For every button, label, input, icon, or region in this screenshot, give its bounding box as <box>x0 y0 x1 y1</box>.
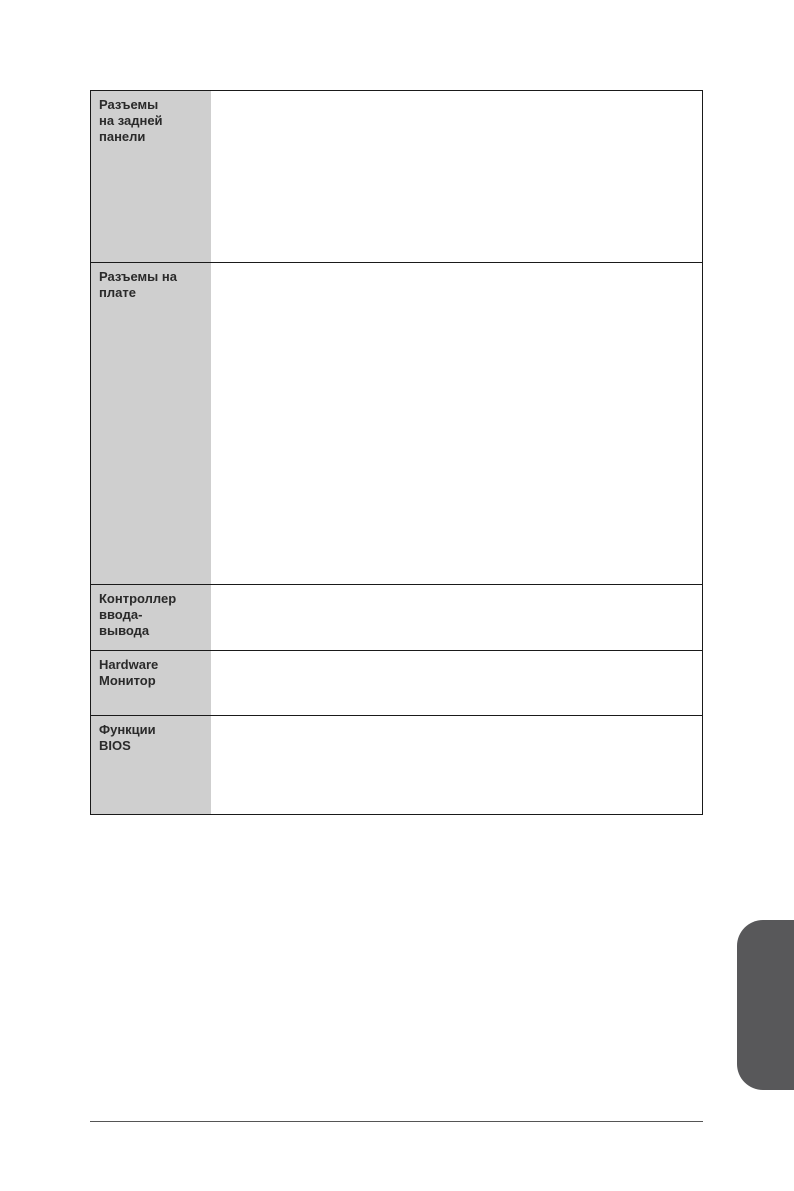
row-label: Функции BIOS <box>91 716 211 814</box>
spec-table <box>90 90 703 815</box>
row-value <box>211 716 702 814</box>
row-label: Разъемы на плате <box>91 263 211 584</box>
row-value <box>211 91 702 262</box>
row-value <box>211 263 702 584</box>
table-row-rear-panel <box>91 91 702 262</box>
row-value <box>211 585 702 650</box>
row-label: Hardware Монитор <box>91 651 211 715</box>
row-label: Контроллер ввода- вывода <box>91 585 211 650</box>
footer-divider <box>90 1121 703 1122</box>
row-value <box>211 651 702 715</box>
table-row-hardware-monitor <box>91 650 702 715</box>
table-row-io-controller <box>91 584 702 650</box>
table-row-bios-features <box>91 715 702 814</box>
language-side-tab <box>737 920 794 1090</box>
table-row-onboard-connectors <box>91 262 702 584</box>
row-label: Разъемы на задней панели <box>91 91 211 262</box>
